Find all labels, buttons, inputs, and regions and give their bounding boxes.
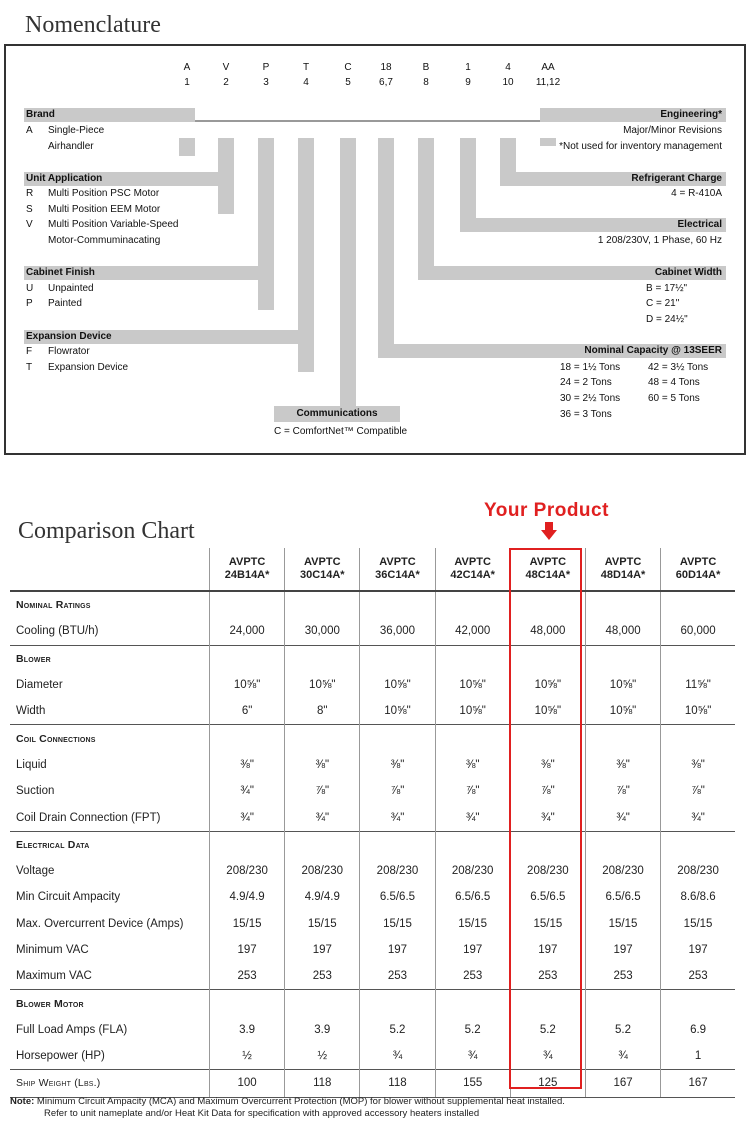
model-code-char: P xyxy=(262,62,270,73)
unit-application-heading: Unit Application xyxy=(26,173,103,184)
value-cell: 48,000 xyxy=(585,618,660,645)
value-cell: 208/230 xyxy=(510,858,585,884)
value-cell: 253 xyxy=(210,963,285,990)
section-spacer-cell xyxy=(435,831,510,858)
cabinet-width-line-0: B = 17½" xyxy=(646,283,688,294)
table-row xyxy=(10,618,735,645)
section-spacer-cell xyxy=(285,725,360,752)
model-header-cell xyxy=(585,548,660,591)
table-row xyxy=(10,672,735,698)
model-series: AVPTC xyxy=(679,556,717,568)
row-label: Minimum VAC xyxy=(16,944,89,956)
value-cell: 253 xyxy=(285,963,360,990)
capacity-col2-0: 42 = 3½ Tons xyxy=(648,362,709,373)
engineering-line-0: Major/Minor Revisions xyxy=(623,125,722,136)
your-product-highlight xyxy=(509,548,582,1089)
model-series: AVPTC xyxy=(454,556,491,568)
section-heading: Blower xyxy=(10,645,210,672)
connector-6 xyxy=(378,138,394,356)
section-spacer-cell xyxy=(585,645,660,672)
section-spacer-cell xyxy=(285,645,360,672)
brand-item-code-0: A xyxy=(26,125,33,136)
model-code-char: B xyxy=(422,62,430,73)
value-cell: 15/15 xyxy=(285,911,360,937)
model-code-char: 18 xyxy=(380,62,392,73)
connector-3 xyxy=(258,138,274,310)
value-cell: 197 xyxy=(210,937,285,963)
nomenclature-box xyxy=(4,44,746,455)
section-spacer-cell xyxy=(285,990,360,1017)
capacity-col1-3: 36 = 3 Tons xyxy=(560,409,612,420)
value-cell: 208/230 xyxy=(585,858,660,884)
connector-7 xyxy=(418,138,434,268)
row-label: Horsepower (HP) xyxy=(16,1050,105,1063)
table-row xyxy=(10,884,735,910)
value-cell: 10⅝" xyxy=(435,672,510,698)
capacity-col2-2: 60 = 5 Tons xyxy=(648,393,700,404)
value-cell: ⅞" xyxy=(661,778,735,804)
value-cell: 15/15 xyxy=(210,911,285,937)
model-series: AVPTC xyxy=(304,556,341,568)
cabinet-width-heading: Cabinet Width xyxy=(654,267,722,278)
table-row xyxy=(10,911,735,937)
your-product-label: Your Product xyxy=(484,500,609,521)
value-cell: 197 xyxy=(585,937,660,963)
value-cell: ¾" xyxy=(285,804,360,831)
value-cell: 208/230 xyxy=(285,858,360,884)
position-number: 10 xyxy=(502,77,514,88)
connector-8 xyxy=(460,138,476,220)
capacity-col1-1: 24 = 2 Tons xyxy=(560,377,612,388)
row-label: Cooling (BTU/h) xyxy=(16,625,99,638)
section-spacer-cell xyxy=(285,591,360,618)
value-cell: ½ xyxy=(285,1043,360,1070)
section-heading: Blower Motor xyxy=(10,990,210,1017)
value-cell: 15/15 xyxy=(510,911,585,937)
value-cell: 197 xyxy=(661,937,735,963)
value-cell: 253 xyxy=(661,963,735,990)
value-cell: 155 xyxy=(435,1070,510,1097)
value-cell: 118 xyxy=(285,1070,360,1097)
value-cell: ⅜" xyxy=(285,752,360,778)
model-series: AVPTC xyxy=(604,556,642,568)
value-cell: 48,000 xyxy=(510,618,585,645)
value-cell: ¾ xyxy=(360,1043,435,1070)
value-cell: ¾" xyxy=(210,804,285,831)
value-cell: 10⅝" xyxy=(285,672,360,698)
row-label: Suction xyxy=(16,785,55,798)
model-number: 42C14A* xyxy=(450,569,495,581)
model-code-char: C xyxy=(344,62,352,73)
value-cell: 10⅝" xyxy=(360,672,435,698)
value-cell: 11⅝" xyxy=(661,672,735,698)
expansion-code-1: T xyxy=(26,362,33,373)
value-cell: 118 xyxy=(360,1070,435,1097)
value-cell: 208/230 xyxy=(661,858,735,884)
section-spacer-cell xyxy=(585,831,660,858)
cabinet-finish-text-1: Painted xyxy=(48,298,82,309)
unit-app-text-3: Motor-Commuminacating xyxy=(48,235,161,246)
value-cell: 8.6/8.6 xyxy=(661,884,735,910)
value-cell: 197 xyxy=(510,937,585,963)
model-header-row xyxy=(10,548,735,591)
value-cell: 10⅝" xyxy=(210,672,285,698)
expansion-code-0: F xyxy=(26,346,33,357)
section-spacer-cell xyxy=(661,725,735,752)
section-spacer-cell xyxy=(661,990,735,1017)
connector-5 xyxy=(340,138,356,408)
value-cell: 253 xyxy=(510,963,585,990)
section-spacer-cell xyxy=(210,831,285,858)
nomenclature-title: Nomenclature xyxy=(25,12,161,38)
expansion-text-0: Flowrator xyxy=(48,346,90,357)
table-row xyxy=(10,804,735,831)
position-number: 8 xyxy=(423,77,429,88)
section-row xyxy=(10,990,735,1017)
section-spacer-cell xyxy=(360,990,435,1017)
expansion-device-heading: Expansion Device xyxy=(26,331,112,342)
value-cell: ¾" xyxy=(360,804,435,831)
table-row xyxy=(10,1043,735,1070)
value-cell: ¾" xyxy=(585,804,660,831)
value-cell: 253 xyxy=(360,963,435,990)
value-cell: 197 xyxy=(360,937,435,963)
table-row xyxy=(10,858,735,884)
cabinet-width-line-1: C = 21" xyxy=(646,298,680,309)
value-cell: ⅜" xyxy=(661,752,735,778)
position-band xyxy=(156,120,576,122)
model-number: 24B14A* xyxy=(224,569,270,581)
position-number: 3 xyxy=(263,77,269,88)
section-spacer-cell xyxy=(210,725,285,752)
row-label: Liquid xyxy=(16,758,47,771)
value-cell: ⅜" xyxy=(585,752,660,778)
value-cell: ¾" xyxy=(510,804,585,831)
row-label: Width xyxy=(16,705,46,718)
value-cell: 6.9 xyxy=(661,1017,735,1043)
cabinet-finish-heading: Cabinet Finish xyxy=(26,267,95,278)
value-cell: 15/15 xyxy=(585,911,660,937)
section-spacer-cell xyxy=(435,591,510,618)
section-spacer-cell xyxy=(661,645,735,672)
brand-heading: Brand xyxy=(26,109,55,120)
capacity-col2-1: 48 = 4 Tons xyxy=(648,377,700,388)
cabinet-finish-code-1: P xyxy=(26,298,33,309)
cabinet-finish-text-0: Unpainted xyxy=(48,283,94,294)
comparison-title: Comparison Chart xyxy=(18,518,195,544)
table-row xyxy=(10,778,735,804)
unit-app-code-2: V xyxy=(26,219,33,230)
connector-9 xyxy=(500,138,516,172)
position-number: 6,7 xyxy=(379,77,393,88)
value-cell: ⅜" xyxy=(435,752,510,778)
model-header-cell xyxy=(661,548,735,591)
row-label: Voltage xyxy=(16,865,55,878)
section-spacer-cell xyxy=(435,990,510,1017)
cabinet-finish-code-0: U xyxy=(26,283,34,294)
value-cell: 8" xyxy=(285,698,360,725)
row-label: Coil Drain Connection (FPT) xyxy=(16,811,161,824)
section-spacer-cell xyxy=(585,725,660,752)
model-number: 36C14A* xyxy=(375,569,420,581)
row-label: Maximum VAC xyxy=(16,970,92,983)
connector-10 xyxy=(540,138,556,146)
section-spacer-cell xyxy=(210,990,285,1017)
value-cell: 4.9/4.9 xyxy=(285,884,360,910)
value-cell: ¾ xyxy=(585,1043,660,1070)
value-cell: ⅜" xyxy=(360,752,435,778)
comparison-table xyxy=(10,548,735,1098)
position-number: 5 xyxy=(345,77,351,88)
refrigerant-heading: Refrigerant Charge xyxy=(631,173,722,184)
position-number: 11,12 xyxy=(535,77,561,88)
model-number: 60D14A* xyxy=(675,569,721,581)
section-spacer-cell xyxy=(360,645,435,672)
unit-app-text-2: Multi Position Variable-Speed xyxy=(48,219,179,230)
section-row xyxy=(10,591,735,618)
note-line-1: Refer to unit nameplate and/or Heat Kit Data for specification with approved accessory heaters installed xyxy=(44,1108,480,1119)
value-cell: 3.9 xyxy=(210,1017,285,1043)
engineering-heading: Engineering* xyxy=(660,109,722,120)
electrical-heading: Electrical xyxy=(677,219,722,230)
value-cell: 125 xyxy=(510,1070,585,1097)
capacity-col1-2: 30 = 2½ Tons xyxy=(560,393,621,404)
value-cell: 5.2 xyxy=(510,1017,585,1043)
model-code-char: AA xyxy=(541,62,555,73)
value-cell: 208/230 xyxy=(360,858,435,884)
section-spacer-cell xyxy=(210,591,285,618)
section-spacer-cell xyxy=(661,831,735,858)
value-cell: ⅞" xyxy=(360,778,435,804)
model-series: AVPTC xyxy=(379,556,416,568)
value-cell: 10⅝" xyxy=(510,672,585,698)
section-spacer-cell xyxy=(360,725,435,752)
position-number: 4 xyxy=(303,77,309,88)
section-heading: Nominal Ratings xyxy=(10,591,210,618)
value-cell: 197 xyxy=(285,937,360,963)
value-cell: ¾ xyxy=(510,1043,585,1070)
value-cell: ¾" xyxy=(435,804,510,831)
section-spacer-cell xyxy=(435,725,510,752)
note xyxy=(10,1096,565,1120)
value-cell: 15/15 xyxy=(360,911,435,937)
model-code-char: A xyxy=(183,62,191,73)
capacity-col1-0: 18 = 1½ Tons xyxy=(560,362,621,373)
model-header-cell xyxy=(210,548,285,591)
value-cell: 30,000 xyxy=(285,618,360,645)
section-spacer-cell xyxy=(585,591,660,618)
value-cell: ⅜" xyxy=(510,752,585,778)
value-cell: 208/230 xyxy=(210,858,285,884)
value-cell: ⅞" xyxy=(435,778,510,804)
value-cell: 36,000 xyxy=(360,618,435,645)
section-spacer-cell xyxy=(285,831,360,858)
value-cell: 5.2 xyxy=(360,1017,435,1043)
value-cell: 42,000 xyxy=(435,618,510,645)
ship-weight-row xyxy=(10,1070,735,1097)
refrigerant-text: 4 = R-410A xyxy=(671,188,722,199)
note-label: Note: xyxy=(10,1096,35,1107)
engineering-line-1: *Not used for inventory management xyxy=(559,141,722,152)
value-cell: 6.5/6.5 xyxy=(510,884,585,910)
value-cell: 100 xyxy=(210,1070,285,1097)
note-line-0: Minimum Circuit Ampacity (MCA) and Maximum Overcurrent Protection (MOP) for blower without supplemental heat installed. xyxy=(36,1096,565,1107)
row-label: Full Load Amps (FLA) xyxy=(16,1023,128,1036)
value-cell: 10⅝" xyxy=(510,698,585,725)
brand-item-text-0: Single-Piece xyxy=(48,125,105,136)
section-heading: Coil Connections xyxy=(10,725,210,752)
section-row xyxy=(10,831,735,858)
row-label: Diameter xyxy=(16,679,63,692)
position-number: 1 xyxy=(184,77,190,88)
position-number: 9 xyxy=(465,77,471,88)
section-spacer-cell xyxy=(360,831,435,858)
model-code-char: 1 xyxy=(465,62,471,73)
model-code-char: 4 xyxy=(505,62,511,73)
expansion-text-1: Expansion Device xyxy=(48,362,129,373)
value-cell: 10⅝" xyxy=(435,698,510,725)
arrow-down-icon xyxy=(541,522,557,540)
value-cell: 60,000 xyxy=(661,618,735,645)
value-cell: ⅞" xyxy=(285,778,360,804)
value-cell: 15/15 xyxy=(435,911,510,937)
model-number: 30C14A* xyxy=(299,569,345,581)
section-spacer-cell xyxy=(585,990,660,1017)
unit-app-text-0: Multi Position PSC Motor xyxy=(48,188,160,199)
unit-app-code-0: R xyxy=(26,188,34,199)
value-cell: 24,000 xyxy=(210,618,285,645)
value-cell: 6.5/6.5 xyxy=(435,884,510,910)
model-series: AVPTC xyxy=(228,556,266,568)
section-spacer-cell xyxy=(210,645,285,672)
value-cell: ⅜" xyxy=(210,752,285,778)
value-cell: 5.2 xyxy=(585,1017,660,1043)
value-cell: 6.5/6.5 xyxy=(360,884,435,910)
section-spacer-cell xyxy=(661,591,735,618)
unit-app-code-1: S xyxy=(26,204,33,215)
communications-text: C = ComfortNet™ Compatible xyxy=(274,426,408,437)
value-cell: ⅞" xyxy=(510,778,585,804)
value-cell: 5.2 xyxy=(435,1017,510,1043)
value-cell: 4.9/4.9 xyxy=(210,884,285,910)
model-code-char: T xyxy=(302,62,310,73)
value-cell: 10⅝" xyxy=(585,698,660,725)
section-row xyxy=(10,645,735,672)
model-code-char: V xyxy=(222,62,230,73)
value-cell: ½ xyxy=(210,1043,285,1070)
value-cell: 10⅝" xyxy=(360,698,435,725)
section-row xyxy=(10,725,735,752)
section-spacer-cell xyxy=(435,645,510,672)
value-cell: 15/15 xyxy=(661,911,735,937)
value-cell: ¾ xyxy=(435,1043,510,1070)
value-cell: ¾" xyxy=(210,778,285,804)
row-label: Min Circuit Ampacity xyxy=(16,891,121,904)
value-cell: 10⅝" xyxy=(661,698,735,725)
model-number: 48C14A* xyxy=(525,569,571,581)
value-cell: 253 xyxy=(585,963,660,990)
row-label: Max. Overcurrent Device (Amps) xyxy=(16,917,184,930)
section-spacer-cell xyxy=(360,591,435,618)
electrical-text: 1 208/230V, 1 Phase, 60 Hz xyxy=(597,235,722,246)
value-cell: 1 xyxy=(661,1043,735,1070)
connector-1 xyxy=(179,138,195,156)
table-row xyxy=(10,1017,735,1043)
position-number: 2 xyxy=(223,77,229,88)
capacity-heading: Nominal Capacity @ 13SEER xyxy=(584,345,722,356)
value-cell: 208/230 xyxy=(435,858,510,884)
value-cell: 3.9 xyxy=(285,1017,360,1043)
section-heading: Electrical Data xyxy=(10,831,210,858)
cabinet-width-line-2: D = 24½" xyxy=(646,314,688,325)
table-row xyxy=(10,963,735,990)
table-row xyxy=(10,752,735,778)
model-number: 48D14A* xyxy=(600,569,646,581)
model-header-cell xyxy=(435,548,510,591)
ship-weight-label: Ship Weight (Lbs.) xyxy=(10,1070,210,1097)
table-row xyxy=(10,698,735,725)
value-cell: 253 xyxy=(435,963,510,990)
value-cell: 167 xyxy=(585,1070,660,1097)
model-header-cell xyxy=(285,548,360,591)
value-cell: 167 xyxy=(661,1070,735,1097)
brand-item-text-1: Airhandler xyxy=(48,141,94,152)
unit-app-text-1: Multi Position EEM Motor xyxy=(48,204,161,215)
header-blank-cell xyxy=(10,548,210,591)
value-cell: 6.5/6.5 xyxy=(585,884,660,910)
value-cell: 197 xyxy=(435,937,510,963)
value-cell: 10⅝" xyxy=(585,672,660,698)
value-cell: 6" xyxy=(210,698,285,725)
value-cell: ⅞" xyxy=(585,778,660,804)
communications-heading: Communications xyxy=(296,408,378,419)
table-row xyxy=(10,937,735,963)
value-cell: ¾" xyxy=(661,804,735,831)
model-series: AVPTC xyxy=(529,556,567,568)
model-header-cell xyxy=(360,548,435,591)
